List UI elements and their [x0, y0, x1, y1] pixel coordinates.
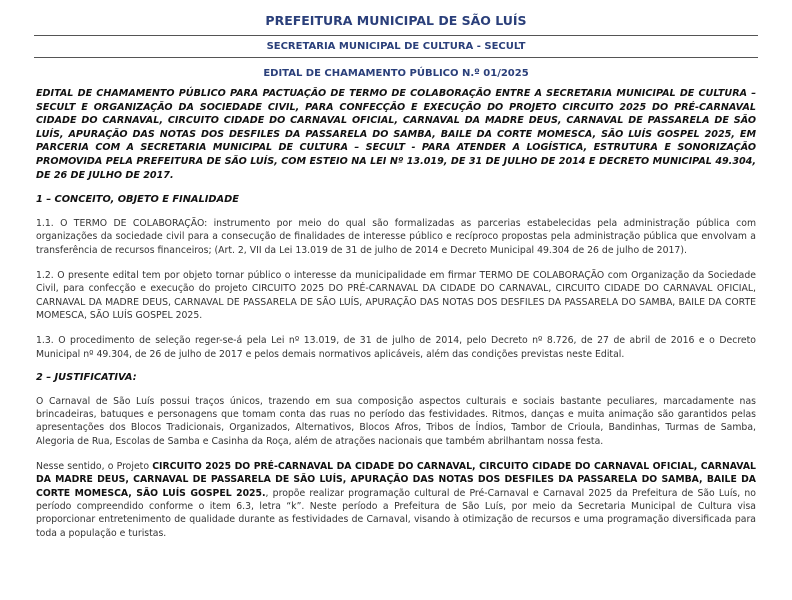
secretaria-title: SECRETARIA MUNICIPAL DE CULTURA - SECULT [266, 41, 526, 52]
paragraph-1-3: 1.3. O procedimento de seleção reger-se-á pela Lei nº 13.019, de 31 de julho de 2014, pelo Decreto nº 8.726, de 27 de abril de 2016 e o Decreto Municipal nº 49.304, de 26 de julho de 2017 e pelos demais normativos aplicáveis, além das condições previstas neste Edital. [36, 335, 756, 360]
paragraph-2-2-end: , propõe realizar programação cultural de Pré-Carnaval e Carnaval 2025 da Prefeitura de São Luís, no período compreendido conforme o item 6.3, letra “k”. Neste período a Prefeitura de São Luís, por meio da Secretaria Municipal de Cultura visa proporcionar entretenimento de qualidade durante as festividades de Carnaval, visando à otimização de recursos e uma programação diversificada para toda a população e turistas. [36, 487, 756, 539]
paragraph-2-2 [36, 460, 756, 540]
paragraph-2-1: O Carnaval de São Luís possui traços únicos, trazendo em sua composição aspectos culturais e sociais bastante peculiares, marcadamente nas brincadeiras, batuques e personagens que tomam conta das ruas no período das festividades. Ritmos, danças e muita animação são garantidos pelas apresentações dos Blocos Tradicionais, Organizados, Alternativos, Blocos Afros, Tribos de Índios, Tambor de Crioula, Bandinhas, Turmas de Samba, Alegoria de Rua, Escolas de Samba e Casinha da Roça, além de atrações nacionais que também abrilhantam nossa festa. [36, 395, 756, 447]
edital-title: EDITAL DE CHAMAMENTO PÚBLICO N.º 01/2025 [263, 68, 529, 79]
edital-intro: EDITAL DE CHAMAMENTO PÚBLICO PARA PACTUAÇÃO DE TERMO DE COLABORAÇÃO ENTRE A SECRETARIA MUNICIPAL DE CULTURA – SECULT E ORGANIZAÇÃO DA SOCIEDADE CIVIL, PARA CONFECÇÃO E EXECUÇÃO DO PROJETO CIRCUITO 2025 DO PRÉ-CARNAVAL CIDADE DO CARNAVAL, CIRCUITO CIDADE DO CARNAVAL OFICIAL, CARNAVAL DA MADRE DEUS, CARNAVAL DE PASSARELA DE SÃO LUÍS, APURAÇÃO DAS NOTAS DOS DESFILES DA PASSARELA DO SAMBA, BAILE DA CORTE MOMESCA, SÃO LUÍS GOSPEL 2025, EM PARCERIA COM A SECRETARIA MUNICIPAL DE CULTURA – SECULT - PARA ATENDER A LOGÍSTICA, ESTRUTURA E SONORIZAÇÃO PROMOVIDA PELA PREFEITURA DE SÃO LUÍS, COM ESTEIO NA LEI Nº 13.019, DE 31 DE JULHO DE 2014 E DECRETO MUNICIPAL 49.304, DE 26 DE JULHO DE 2017. [36, 88, 756, 181]
paragraph-1-2: 1.2. O presente edital tem por objeto tornar público o interesse da municipalidade em firmar TERMO DE COLABORAÇÃO com Organização da Sociedade Civil, para confecção e execução do projeto CIRCUITO 2025 DO PRÉ-CARNAVAL DA CIDADE DO CARNAVAL, CIRCUITO CIDADE DO CARNAVAL OFICIAL, CARNAVAL DA MADRE DEUS, CARNAVAL DE PASSARELA DE SÃO LUÍS, APURAÇÃO DAS NOTAS DOS DESFILES DA PASSARELA DO SAMBA, BAILE DA CORTE MOMESCA, SÃO LUÍS GOSPEL 2025. [36, 270, 756, 321]
section-2-heading: 2 – JUSTIFICATIVA: [36, 371, 137, 383]
paragraph-2-2-start: Nesse sentido, o Projeto [36, 461, 153, 473]
paragraph-1-1: 1.1. O TERMO DE COLABORAÇÃO: instrumento por meio do qual são formalizadas as parcerias estabelecidas pela administração pública com organizações da sociedade civil para a consecução de finalidades de interesse público e recíproco propostas pela administração pública que envolvam a transferência de recursos financeiros; (Art. 2, VII da Lei 13.019 de 31 de julho de 2014 e Decreto Municipal 49.304 de 26 de julho de 2017). [36, 218, 756, 256]
project-name-bold: CIRCUITO 2025 DO PRÉ-CARNAVAL DA CIDADE DO CARNAVAL, CIRCUITO CIDADE DO CARNAVAL OFICIAL, CARNAVAL DA MADRE DEUS, CARNAVAL DE PASSARELA DE SÃO LUÍS, APURAÇÃO DAS NOTAS DOS DESFILES DA PASSARELA DO SAMBA, BAILE DA CORTE MOMESCA, SÃO LUÍS GOSPEL 2025. [36, 461, 756, 499]
org-title: PREFEITURA MUNICIPAL DE SÃO LUÍS [265, 13, 527, 28]
section-1-heading: 1 – CONCEITO, OBJETO E FINALIDADE [36, 194, 239, 206]
